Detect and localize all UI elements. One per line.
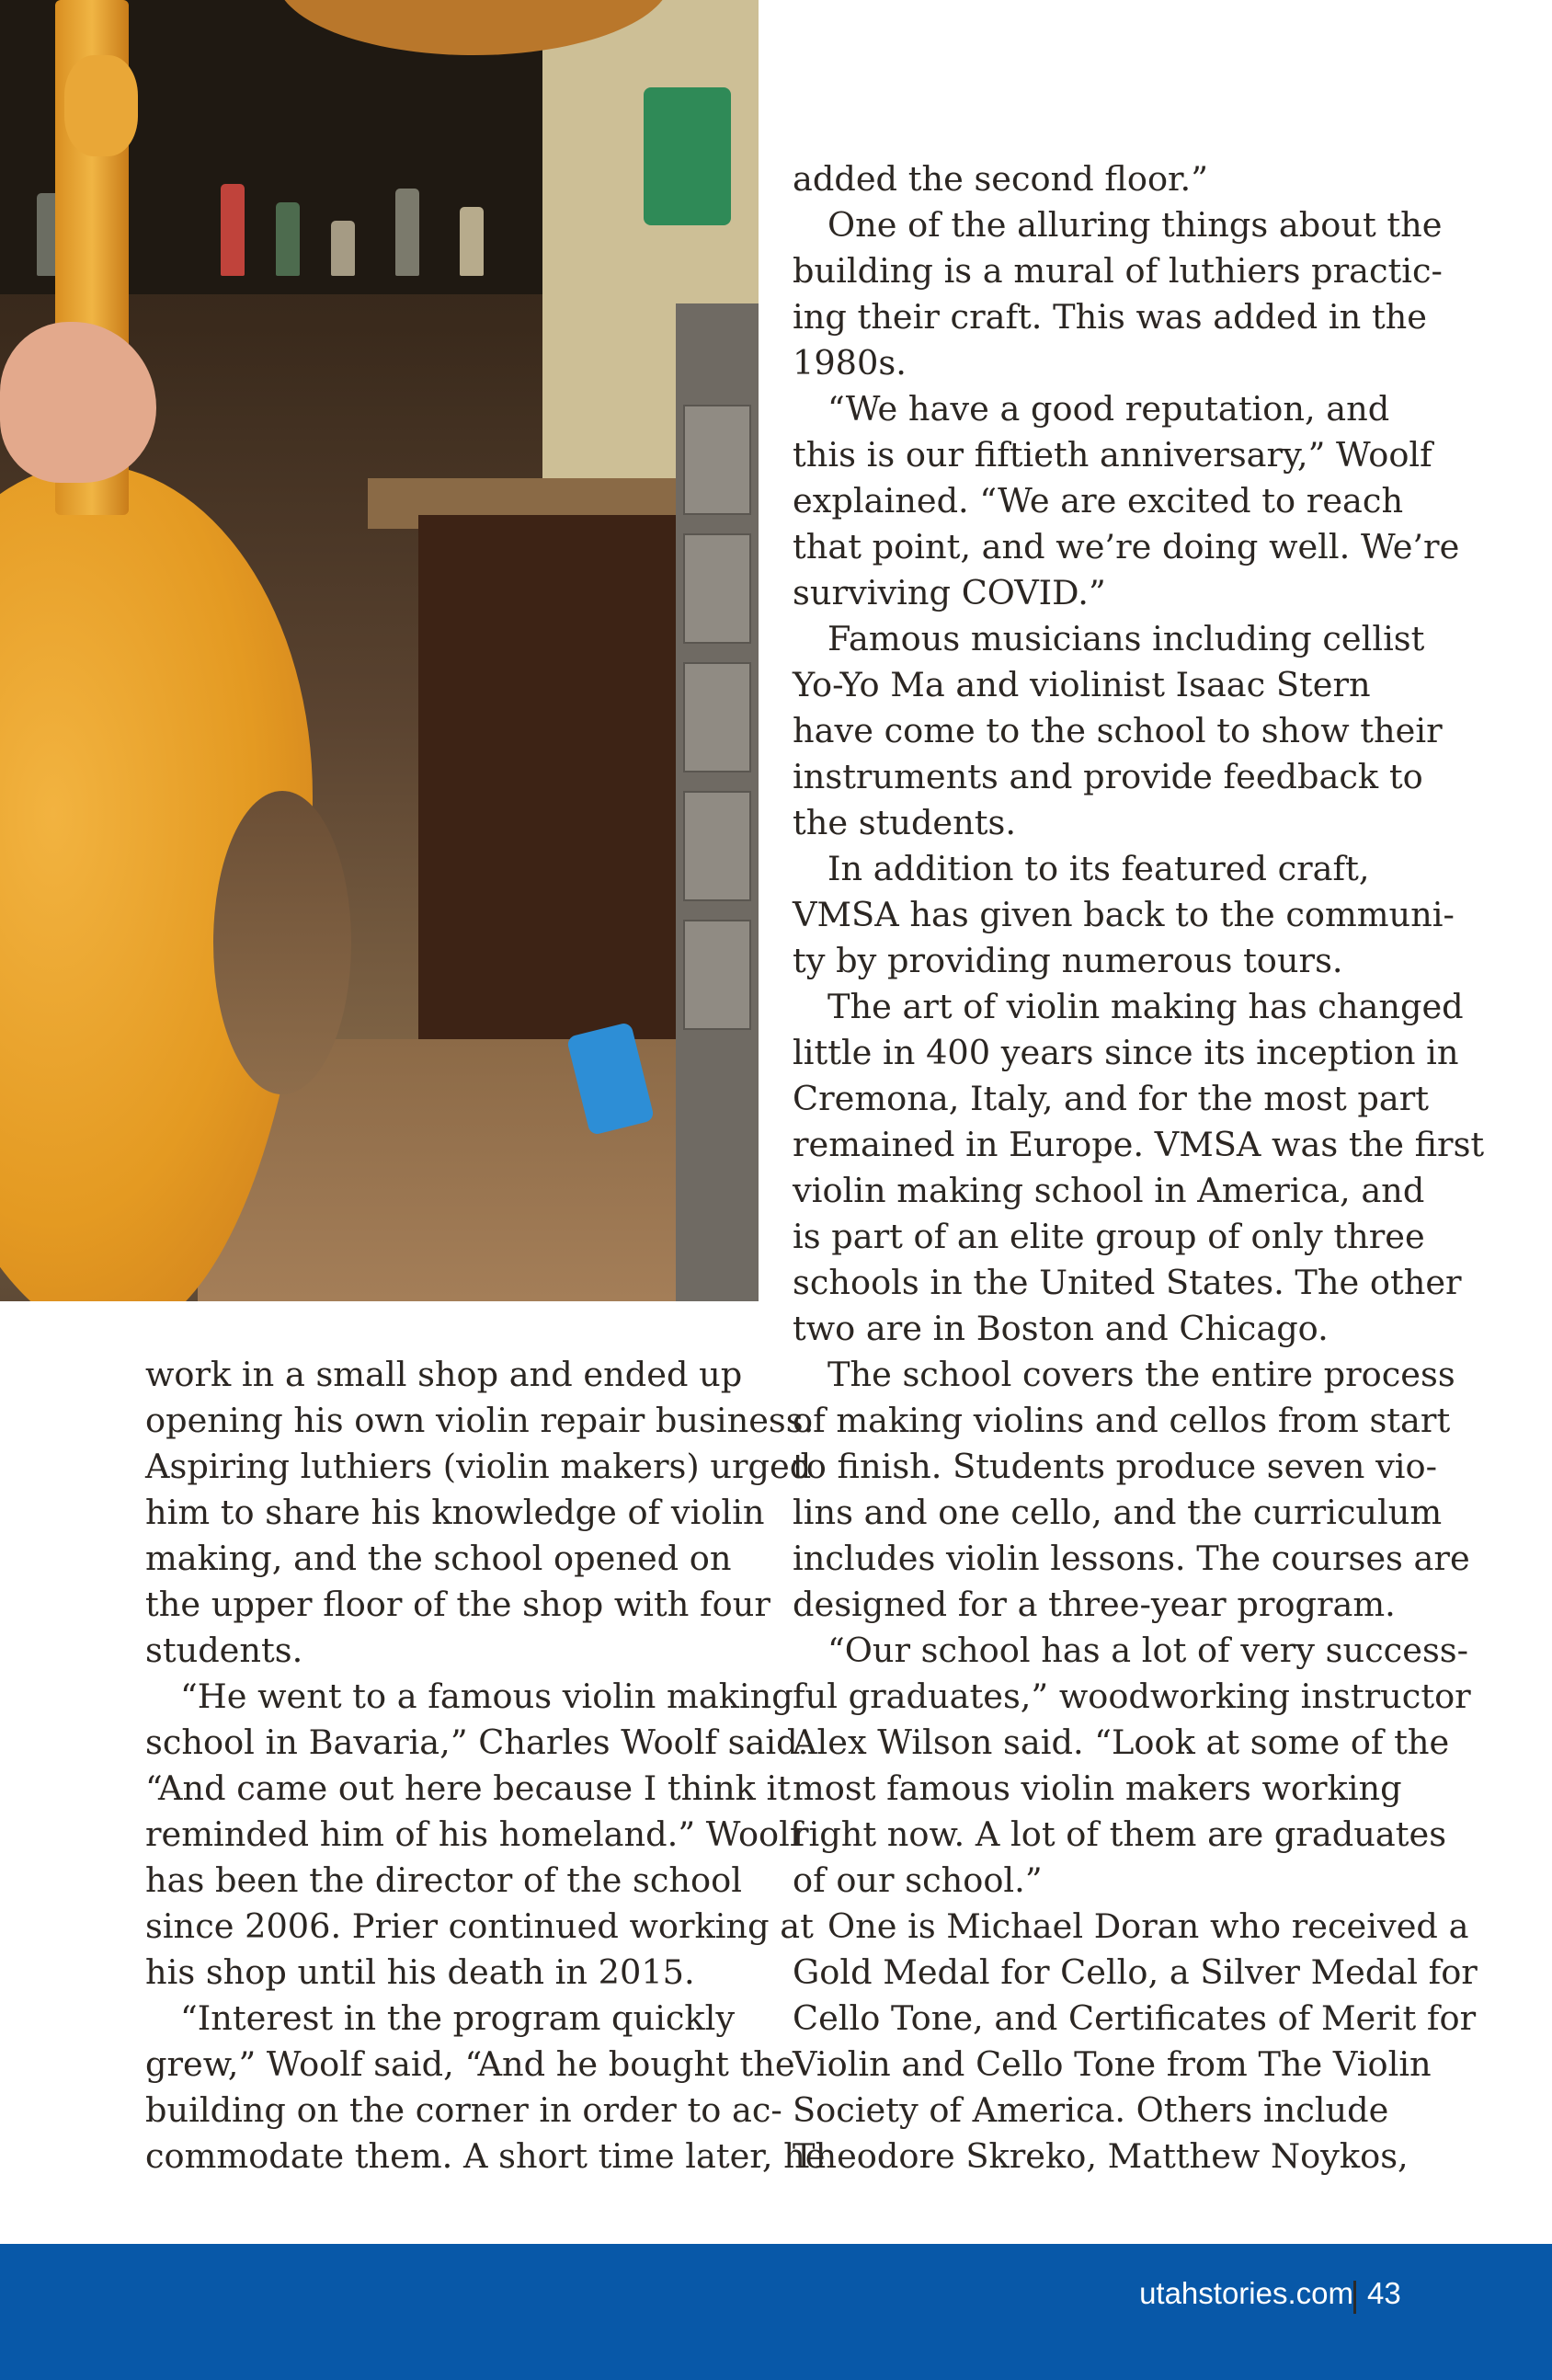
text-line: “We have a good reputation, and (827, 389, 1390, 429)
text-line: surviving COVID.” (793, 573, 1106, 612)
text-line: schools in the United States. The other (793, 1263, 1462, 1302)
text-line: opening his own violin repair business. (145, 1401, 815, 1440)
text-line: ful graduates,” woodworking instructor (793, 1676, 1471, 1716)
text-line: commodate them. A short time later, he (145, 2136, 826, 2176)
text-line: Cello Tone, and Certificates of Merit for (793, 1998, 1477, 2038)
text-line: remained in Europe. VMSA was the first (793, 1125, 1485, 1164)
text-line: Alex Wilson said. “Look at some of the (793, 1722, 1450, 1762)
text-line: Aspiring luthiers (violin makers) urged (145, 1447, 812, 1486)
text-line: the students. (793, 803, 1017, 842)
text-line: right now. A lot of them are graduates (793, 1814, 1447, 1854)
text-line: ty by providing numerous tours. (793, 941, 1343, 980)
text-line: has been the director of the school (145, 1860, 742, 1900)
green-poster (644, 87, 731, 225)
text-line: have come to the school to show their (793, 711, 1443, 750)
text-line: lins and one cello, and the curriculum (793, 1493, 1443, 1532)
page-number: 43 (1367, 2276, 1401, 2310)
text-line: building is a mural of luthiers practic- (793, 251, 1443, 291)
text-line: little in 400 years since its inception in (793, 1033, 1459, 1072)
text-line: his shop until his death in 2015. (145, 1952, 695, 1992)
text-line: violin making school in America, and (793, 1171, 1425, 1210)
text-line: most famous violin makers working (793, 1768, 1402, 1808)
text-line: instruments and provide feedback to (793, 757, 1423, 796)
text-line: “He went to a famous violin making (180, 1676, 793, 1716)
text-line: Society of America. Others include (793, 2090, 1389, 2130)
page-footer (0, 2244, 1552, 2380)
text-line: that point, and we’re doing well. We’re (793, 527, 1460, 566)
text-line: One is Michael Doran who received a (827, 1906, 1469, 1946)
text-line: Yo-Yo Ma and violinist Isaac Stern (793, 665, 1371, 704)
footer-divider (1353, 2281, 1356, 2314)
text-line: 1980s. (793, 343, 907, 383)
text-line: Cremona, Italy, and for the most part (793, 1079, 1430, 1118)
wood-cabinet (418, 515, 680, 1048)
text-line: the upper floor of the shop with four (145, 1585, 770, 1624)
cello-c-bout (213, 791, 351, 1094)
text-line: making, and the school opened on (145, 1539, 732, 1578)
text-line: Violin and Cello Tone from The Violin (793, 2044, 1432, 2084)
text-line: students. (145, 1631, 303, 1670)
cello-workshop-photo (0, 0, 759, 1301)
text-line: The school covers the entire process (827, 1355, 1455, 1394)
text-line: designed for a three-year program. (793, 1585, 1396, 1624)
text-line: added the second floor.” (793, 159, 1208, 199)
text-line: of making violins and cellos from start (793, 1401, 1451, 1440)
text-line: grew,” Woolf said, “And he bought the (145, 2044, 795, 2084)
text-line: “And came out here because I think it (145, 1768, 791, 1808)
text-line: this is our fiftieth anniversary,” Woolf (793, 435, 1432, 475)
text-line: includes violin lessons. The courses are (793, 1539, 1470, 1578)
text-line: of our school.” (793, 1860, 1043, 1900)
text-line: “Interest in the program quickly (180, 1998, 736, 2038)
text-line: is part of an elite group of only three (793, 1217, 1425, 1256)
text-line: Theodore Skreko, Matthew Noykos, (793, 2136, 1409, 2176)
text-line: reminded him of his homeland.” Woolf (145, 1814, 803, 1854)
text-line: “Our school has a lot of very success- (827, 1631, 1468, 1670)
text-line: explained. “We are excited to reach (793, 481, 1404, 521)
text-line: VMSA has given back to the communi- (793, 895, 1455, 934)
holding-hand (0, 322, 156, 483)
text-line: two are in Boston and Chicago. (793, 1309, 1329, 1348)
text-line: school in Bavaria,” Charles Woolf said. (145, 1722, 809, 1762)
text-line: work in a small shop and ended up (145, 1355, 743, 1394)
text-line: since 2006. Prier continued working at (145, 1906, 814, 1946)
article-column-right (793, 156, 1485, 2180)
text-line: Famous musicians including cellist (827, 619, 1425, 658)
metal-drawers (676, 303, 759, 1301)
text-line: ing their craft. This was added in the (793, 297, 1428, 337)
cello-scroll (64, 55, 138, 156)
text-line: building on the corner in order to ac- (145, 2090, 782, 2130)
text-line: The art of violin making has changed (827, 987, 1464, 1026)
article-column-left (145, 1352, 826, 2180)
text-line: In addition to its featured craft, (827, 849, 1370, 888)
text-line: One of the alluring things about the (827, 205, 1443, 245)
text-line: him to share his knowledge of violin (145, 1493, 765, 1532)
text-line: to finish. Students produce seven vio- (793, 1447, 1438, 1486)
text-line: Gold Medal for Cello, a Silver Medal for (793, 1952, 1478, 1992)
footer-site-url[interactable]: utahstories.com (1139, 2276, 1353, 2310)
